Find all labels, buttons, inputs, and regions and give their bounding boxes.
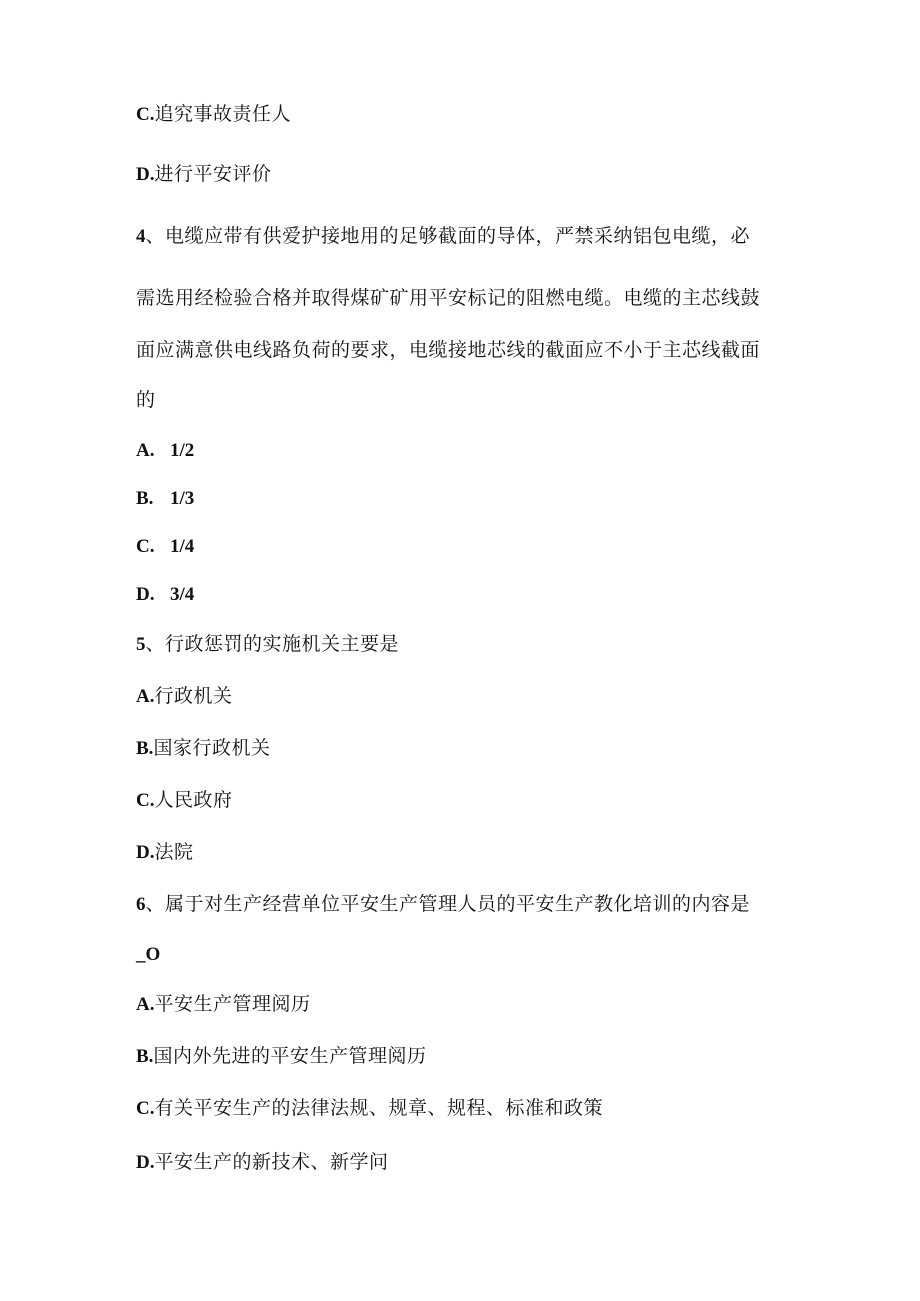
question-4-line-1 [136,224,750,249]
question-text: 需选用经检验合格并取得煤矿矿用平安标记的阻燃电缆。电缆的主芯线鼓 [136,287,761,309]
option-letter: B. [136,488,154,509]
question-text: 行政惩罚的实施机关主要是 [165,633,400,655]
option-text: 国家行政机关 [153,737,271,759]
option-c-line [136,788,233,813]
question-6-line-2 [136,942,160,967]
question-text: 的 [136,389,156,411]
option-letter: D. [136,1152,155,1173]
option-text: 1/3 [170,488,195,509]
option-b-line [136,736,270,761]
question-6-line-1 [136,892,750,917]
option-letter: C. [136,790,155,811]
question-separator: 、 [145,893,166,915]
option-text: 法院 [154,841,194,863]
option-letter: A. [136,440,155,461]
option-letter: D. [136,164,155,185]
question-number: 6 [136,894,146,915]
option-text: 平安生产管理阅历 [154,993,311,1015]
question-4-line-2 [136,286,760,310]
option-text: 有关平安生产的法律法规、规章、规程、标准和政策 [154,1097,603,1119]
question-text: 电缆应带有供爱护接地用的足够截面的导体，严禁采纳铝包电缆，必 [165,225,751,247]
question-5-line-1 [136,632,399,657]
question-separator: 、 [145,633,166,655]
option-d-line [136,840,194,865]
option-b-line [136,486,194,511]
option-text: 行政机关 [154,685,233,707]
option-a-line [136,684,233,709]
option-a-line [136,438,194,463]
option-letter: D. [136,842,155,863]
question-text: 属于对生产经营单位平安生产管理人员的平安生产教化培训的内容是 [165,893,751,915]
option-text: 进行平安评价 [154,163,272,185]
option-letter: B. [136,1046,154,1067]
option-c-line [136,534,194,559]
question-4-line-3 [136,338,760,362]
question-number: 5 [136,634,146,655]
option-b-line [136,1044,426,1069]
option-d-line [136,582,194,607]
option-letter: C. [136,1098,155,1119]
option-text: 1/4 [170,536,195,557]
question-blank: _O [136,944,161,965]
option-text: 国内外先进的平安生产管理阅历 [153,1045,427,1067]
question-number: 4 [136,226,146,247]
option-text: 追究事故责任人 [154,103,291,125]
option-letter: D. [136,584,155,605]
question-separator: 、 [145,225,166,247]
option-text: 1/2 [170,440,195,461]
question-text: 面应满意供电线路负荷的要求，电缆接地芯线的截面应不小于主芯线截面 [136,339,761,361]
option-text: 人民政府 [154,789,233,811]
question-4-line-4 [136,388,156,412]
option-letter: A. [136,686,155,707]
option-a-line [136,992,311,1017]
option-d-line [136,162,272,187]
option-text: 平安生产的新技术、新学问 [154,1151,389,1173]
option-letter: C. [136,536,155,557]
option-letter: C. [136,104,155,125]
option-c-line [136,1096,603,1121]
option-letter: A. [136,994,155,1015]
option-text: 3/4 [170,584,195,605]
option-d-line [136,1150,389,1175]
option-letter: B. [136,738,154,759]
option-c-line [136,102,291,127]
